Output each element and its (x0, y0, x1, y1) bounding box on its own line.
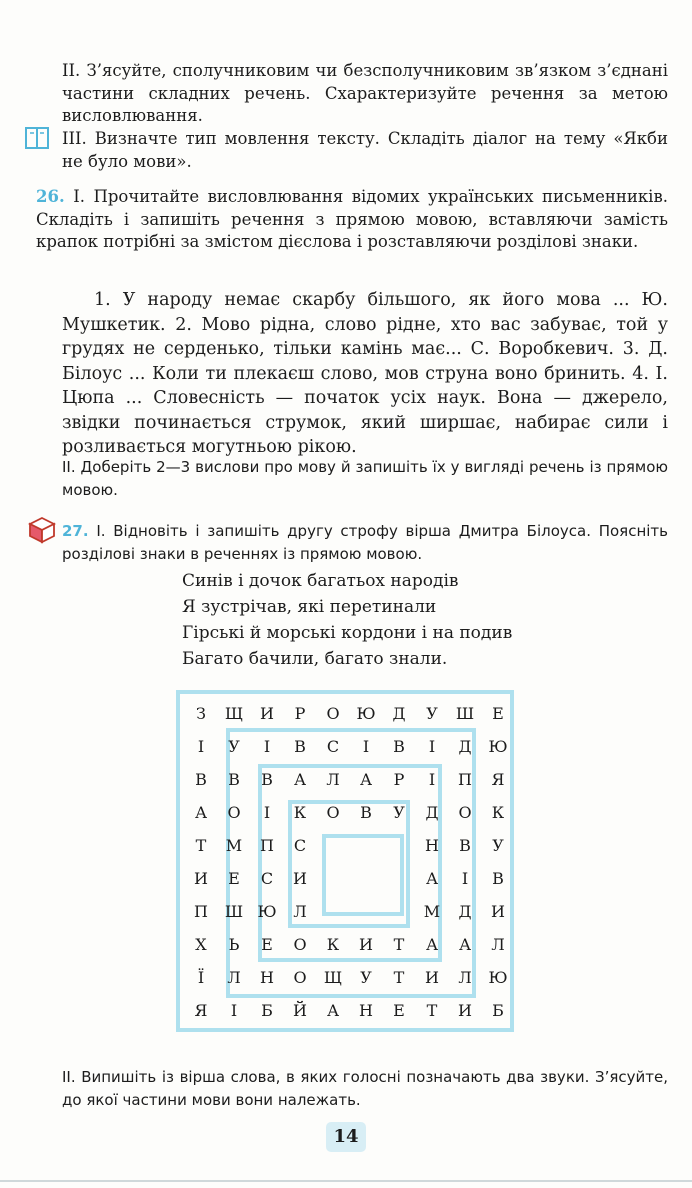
puzzle-letter: А (458, 935, 472, 954)
puzzle-letter: Х (195, 935, 207, 954)
puzzle-letter: Т (393, 968, 405, 987)
puzzle-letter: З (196, 704, 206, 723)
puzzle-letter: М (225, 836, 243, 855)
puzzle-letter: О (326, 803, 340, 822)
puzzle-letter: І (263, 737, 271, 756)
puzzle-letter: Н (260, 968, 274, 987)
puzzle-letter: И (293, 869, 307, 888)
puzzle-letter: О (326, 704, 340, 723)
puzzle-letter: Д (425, 803, 439, 822)
page-number: 14 (326, 1122, 366, 1152)
puzzle-letter: Д (458, 902, 472, 921)
poem-line: Я зустрічав, які перетинали (182, 597, 437, 617)
puzzle-letter: В (261, 770, 273, 789)
puzzle-letter: Б (261, 1001, 273, 1020)
puzzle-letter: Щ (224, 704, 244, 723)
puzzle-letter: Н (359, 1001, 373, 1020)
puzzle-letter: І (197, 737, 205, 756)
puzzle-letter: Ю (488, 968, 508, 987)
puzzle-letter: Т (195, 836, 207, 855)
puzzle-letter: Т (426, 1001, 438, 1020)
puzzle-letter: Е (228, 869, 240, 888)
puzzle-letter: С (293, 836, 307, 855)
puzzle-letter: И (260, 704, 274, 723)
puzzle-letter: В (195, 770, 207, 789)
puzzle-letter: Л (293, 902, 307, 921)
exercise-26-text: I. Прочитайте висловлювання відомих українських письменників. Складіть і запишіть речення з прямою мовою, вставляючи замість крапок потрібні за змістом дієслова і розставляючи розділові знаки. (36, 187, 668, 251)
puzzle-letter: Т (393, 935, 405, 954)
puzzle-letter: Р (393, 770, 405, 789)
puzzle-letter: Л (326, 770, 340, 789)
puzzle-letter: О (227, 803, 241, 822)
puzzle-letter: М (423, 902, 441, 921)
puzzle-letter: А (359, 770, 373, 789)
puzzle-letter: Й (293, 1001, 307, 1020)
puzzle-letter: И (491, 902, 505, 921)
puzzle-letter: В (294, 737, 306, 756)
puzzle-letter: А (425, 869, 439, 888)
puzzle-letter: А (326, 1001, 340, 1020)
exercise-26-quotes: 1. У народу немає скарбу більшого, як його мова ... Ю. Мушкетик. 2. Мово рідна, слово рідне, хто вас забуває, той у грудях не серденько, тільки камінь має... С. Воробкевич. 3. Д. Білоус ... Коли ти плекаєш слово, мов струна воно бринить. 4. І. Цюпа ... Словесність — початок усіх наук. Вона — джерело, звідки починається струмок, який ширшає, набирає сили і розливається могутньою рікою. (62, 290, 668, 457)
puzzle-letter: В (459, 836, 471, 855)
puzzle-letter: И (458, 1001, 472, 1020)
puzzle-letter: І (428, 770, 436, 789)
puzzle-letter: І (362, 737, 370, 756)
puzzle-letter: Д (392, 704, 406, 723)
puzzle-letter: И (425, 968, 439, 987)
puzzle-letter: У (426, 704, 438, 723)
puzzle-letter: П (260, 836, 274, 855)
puzzle-letter: А (194, 803, 208, 822)
exercise-26-task-2: II. Доберіть 2—3 вислови про мову й запишіть їх у вигляді речень із прямою мовою. (62, 458, 668, 499)
exercise-26-number: 26. (36, 187, 65, 206)
puzzle-letter: Ш (224, 902, 244, 921)
exercise-26-task (36, 186, 668, 254)
puzzle-letter: У (228, 737, 240, 756)
page-bottom-rule (0, 1180, 692, 1182)
puzzle-letter: И (194, 869, 208, 888)
puzzle-letter: О (293, 935, 307, 954)
poem-line: Гірські й морські кордони і на подив (182, 623, 513, 643)
puzzle-letter: Р (294, 704, 306, 723)
puzzle-letter: Д (458, 737, 472, 756)
puzzle-letter: Щ (323, 968, 343, 987)
exercise-27-number: 27. (62, 522, 89, 540)
puzzle-letter: Ю (356, 704, 376, 723)
puzzle-letter: І (263, 803, 271, 822)
puzzle-letter: П (194, 902, 208, 921)
puzzle-letter: Ї (197, 968, 205, 987)
puzzle-letter: І (428, 737, 436, 756)
puzzle-letter: У (393, 803, 405, 822)
task-3-paragraph: III. Визначте тип мовлення тексту. Складіть діалог на тему «Якби не було мови». (62, 129, 668, 171)
puzzle-letter: Я (491, 770, 505, 789)
puzzle-letter: И (359, 935, 373, 954)
task-2-paragraph: II. З’ясуйте, сполучниковим чи безсполучниковим зв’язком з’єднані частини складних речень. Схарактеризуйте речення за метою висловлювання. (62, 61, 668, 125)
exercise-27-text: I. Відновіть і запишіть другу строфу вірша Дмитра Білоуса. Поясніть розділові знаки в реченнях із прямою мовою. (62, 522, 668, 563)
puzzle-letter: Ь (228, 935, 240, 954)
puzzle-letter: Н (425, 836, 439, 855)
puzzle-letter: В (393, 737, 405, 756)
poem-line: Багато бачили, багато знали. (182, 649, 448, 669)
puzzle-letter: І (230, 1001, 238, 1020)
cube-icon (28, 516, 56, 548)
puzzle-letter: Я (194, 1001, 208, 1020)
puzzle-letter: У (492, 836, 504, 855)
puzzle-letter: Ю (257, 902, 277, 921)
puzzle-letter: О (458, 803, 472, 822)
poem-stanza (182, 568, 512, 672)
puzzle-letter: К (491, 803, 505, 822)
puzzle-letter: Л (458, 968, 472, 987)
exercise-27-task-2: II. Випишіть із вірша слова, в яких голосні позначають два звуки. З’ясуйте, до якої частини мови вони належать. (62, 1068, 668, 1109)
puzzle-letter: Л (227, 968, 241, 987)
puzzle-letter: У (360, 968, 372, 987)
puzzle-letter: С (326, 737, 340, 756)
puzzle-letter: Ю (488, 737, 508, 756)
puzzle-letter: Ш (455, 704, 475, 723)
puzzle-letter: В (228, 770, 240, 789)
puzzle-letter: С (260, 869, 274, 888)
puzzle-letter: І (461, 869, 469, 888)
puzzle-letter: О (293, 968, 307, 987)
puzzle-letter: В (360, 803, 372, 822)
puzzle-letter: Б (492, 1001, 504, 1020)
exercise-27-task (62, 520, 668, 565)
puzzle-letter: К (293, 803, 307, 822)
puzzle-letter: Е (393, 1001, 405, 1020)
puzzle-letter: Е (492, 704, 504, 723)
puzzle-letter: Е (261, 935, 273, 954)
puzzle-letter: А (425, 935, 439, 954)
puzzle-letter: Л (491, 935, 505, 954)
puzzle-letter: А (293, 770, 307, 789)
puzzle-letter: В (492, 869, 504, 888)
puzzle-letter: К (326, 935, 340, 954)
poem-line: Синів і дочок багатьох народів (182, 571, 459, 591)
puzzle-letter: П (458, 770, 472, 789)
book-icon (24, 125, 50, 155)
letter-puzzle (176, 690, 514, 1032)
